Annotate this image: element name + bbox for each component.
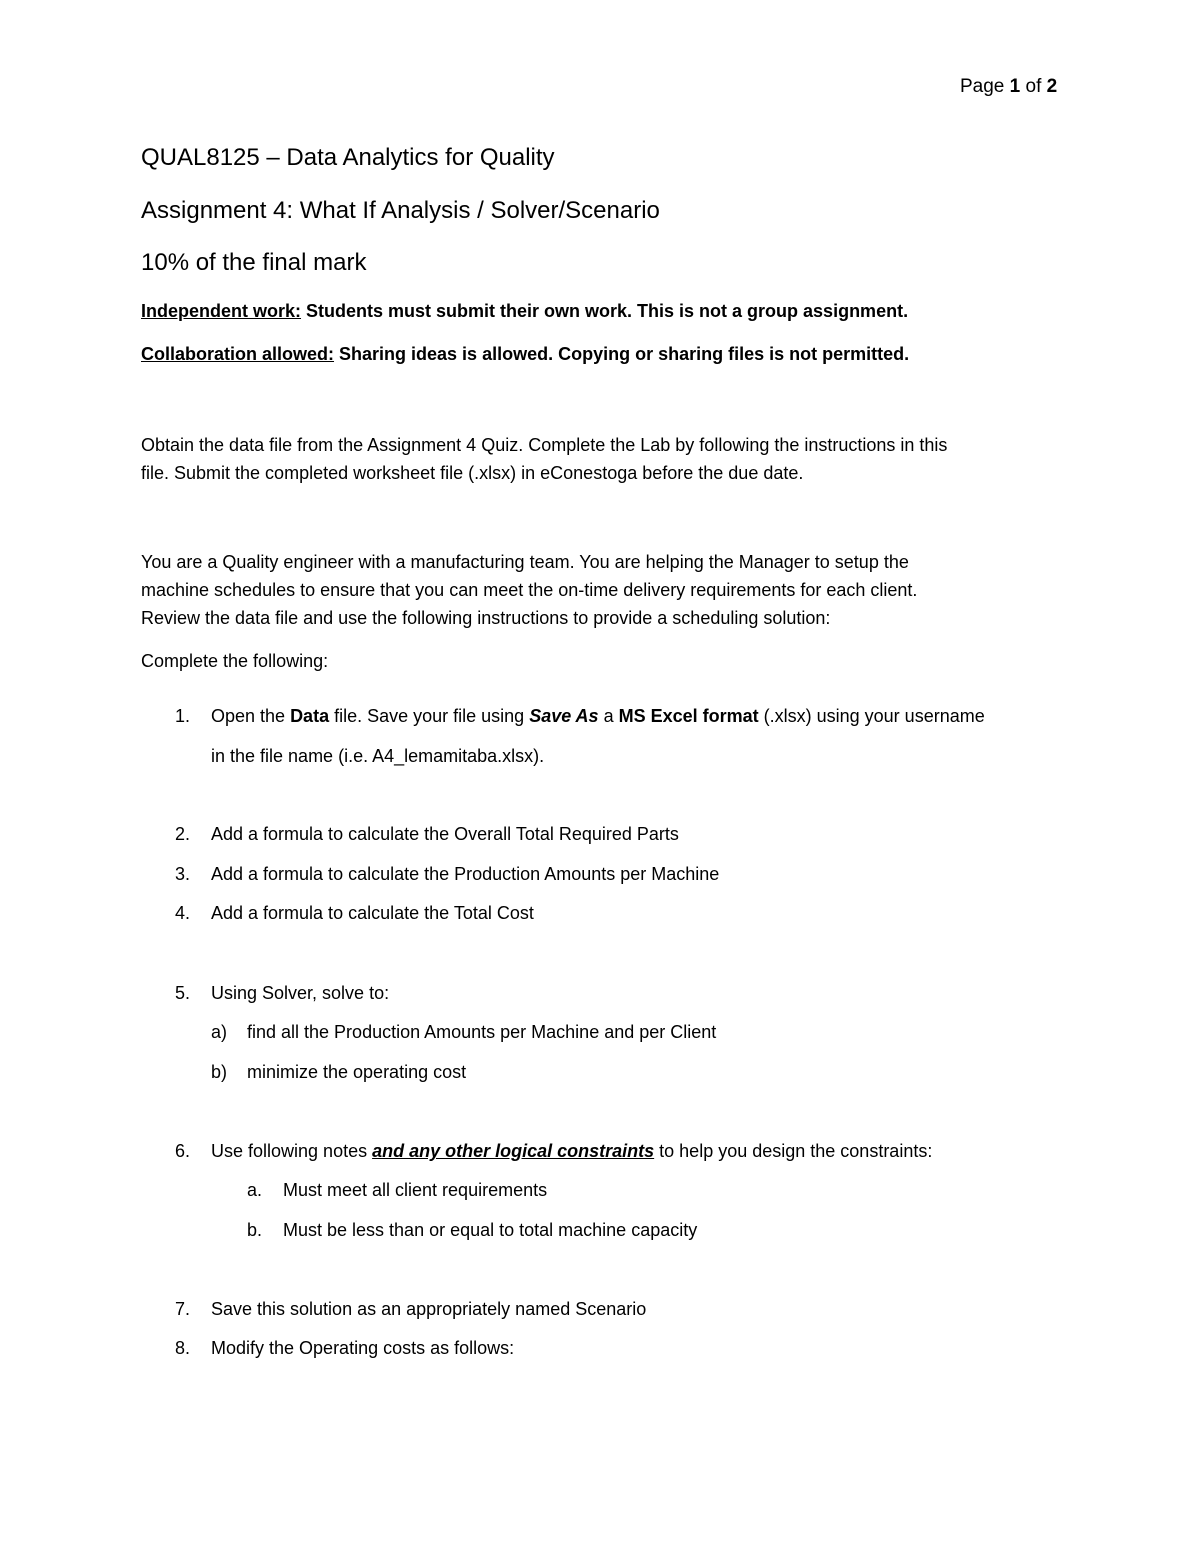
step-6a-label: a. <box>247 1180 263 1200</box>
page-current: 1 <box>1009 76 1021 97</box>
page-of: of <box>1025 76 1042 97</box>
intro-line-2: file. Submit the completed worksheet file (.xlsx) in eConestoga before the due date. <box>141 463 804 483</box>
collaboration-text: Sharing ideas is allowed. Copying or sharing files is not permitted. <box>334 344 910 364</box>
step-6-number: 6. <box>175 1141 191 1161</box>
independent-work-label: Independent work: <box>141 301 302 321</box>
step-7-number: 7. <box>175 1299 191 1319</box>
step-5-number: 5. <box>175 983 191 1003</box>
step-3-number: 3. <box>175 864 191 884</box>
step-6-text <box>211 1141 932 1162</box>
step-1-number: 1. <box>175 706 191 726</box>
step-8-text: Modify the Operating costs as follows: <box>211 1338 515 1358</box>
weight-line: 10% of the final mark <box>141 249 367 276</box>
step-5b-text: minimize the operating cost <box>247 1062 467 1082</box>
step-8-number: 8. <box>175 1338 191 1358</box>
step-1-part-g: (.xlsx) using your username <box>758 706 985 726</box>
page-number <box>960 76 1057 98</box>
step-1-part-c: file. Save your file using <box>329 706 530 726</box>
step-5-text: Using Solver, solve to: <box>211 983 390 1003</box>
step-6b-label: b. <box>247 1220 263 1240</box>
course-title: QUAL8125 – Data Analytics for Quality <box>141 144 555 171</box>
step-1-line-2: in the file name (i.e. A4_lemamitaba.xlsx). <box>211 746 545 766</box>
independent-work-line <box>141 301 908 322</box>
step-7-text: Save this solution as an appropriately named Scenario <box>211 1299 647 1319</box>
step-1-data: Data <box>290 706 330 726</box>
step-5b-label: b) <box>211 1062 228 1082</box>
step-1-excel-format: MS Excel format <box>618 706 759 726</box>
step-5a-label: a) <box>211 1022 228 1042</box>
step-6b-text: Must be less than or equal to total machine capacity <box>283 1220 698 1240</box>
collaboration-label: Collaboration allowed: <box>141 344 335 364</box>
step-2-number: 2. <box>175 824 191 844</box>
complete-heading: Complete the following: <box>141 651 329 671</box>
step-6-part-a: Use following notes <box>211 1141 373 1161</box>
step-5a-text: find all the Production Amounts per Machine and per Client <box>247 1022 717 1042</box>
independent-work-text: Students must submit their own work. This is not a group assignment. <box>301 301 909 321</box>
page-word: Page <box>960 76 1005 97</box>
scenario-line-1: You are a Quality engineer with a manufacturing team. You are helping the Manager to setup the <box>141 552 909 572</box>
step-4-text: Add a formula to calculate the Total Cost <box>211 903 534 923</box>
scenario-line-3: Review the data file and use the following instructions to provide a scheduling solution: <box>141 608 831 628</box>
step-4-number: 4. <box>175 903 191 923</box>
step-1-part-a: Open the <box>211 706 291 726</box>
step-1-text <box>211 706 985 727</box>
scenario-paragraph <box>141 548 917 632</box>
step-2-text: Add a formula to calculate the Overall Total Required Parts <box>211 824 679 844</box>
intro-line-1: Obtain the data file from the Assignment 4 Quiz. Complete the Lab by following the instructions in this <box>141 435 948 455</box>
step-3-text: Add a formula to calculate the Production Amounts per Machine <box>211 864 720 884</box>
step-6a-text: Must meet all client requirements <box>283 1180 548 1200</box>
step-6-part-c: to help you design the constraints: <box>654 1141 933 1161</box>
intro-paragraph <box>141 431 947 487</box>
collaboration-line <box>141 344 909 365</box>
scenario-line-2: machine schedules to ensure that you can meet the on-time delivery requirements for each client. <box>141 580 918 600</box>
page-total: 2 <box>1046 76 1058 97</box>
assignment-title: Assignment 4: What If Analysis / Solver/Scenario <box>141 197 660 224</box>
step-1-part-e: a <box>598 706 619 726</box>
step-6-emphasis: and any other logical constraints <box>372 1141 655 1161</box>
step-1-save-as: Save As <box>529 706 599 726</box>
